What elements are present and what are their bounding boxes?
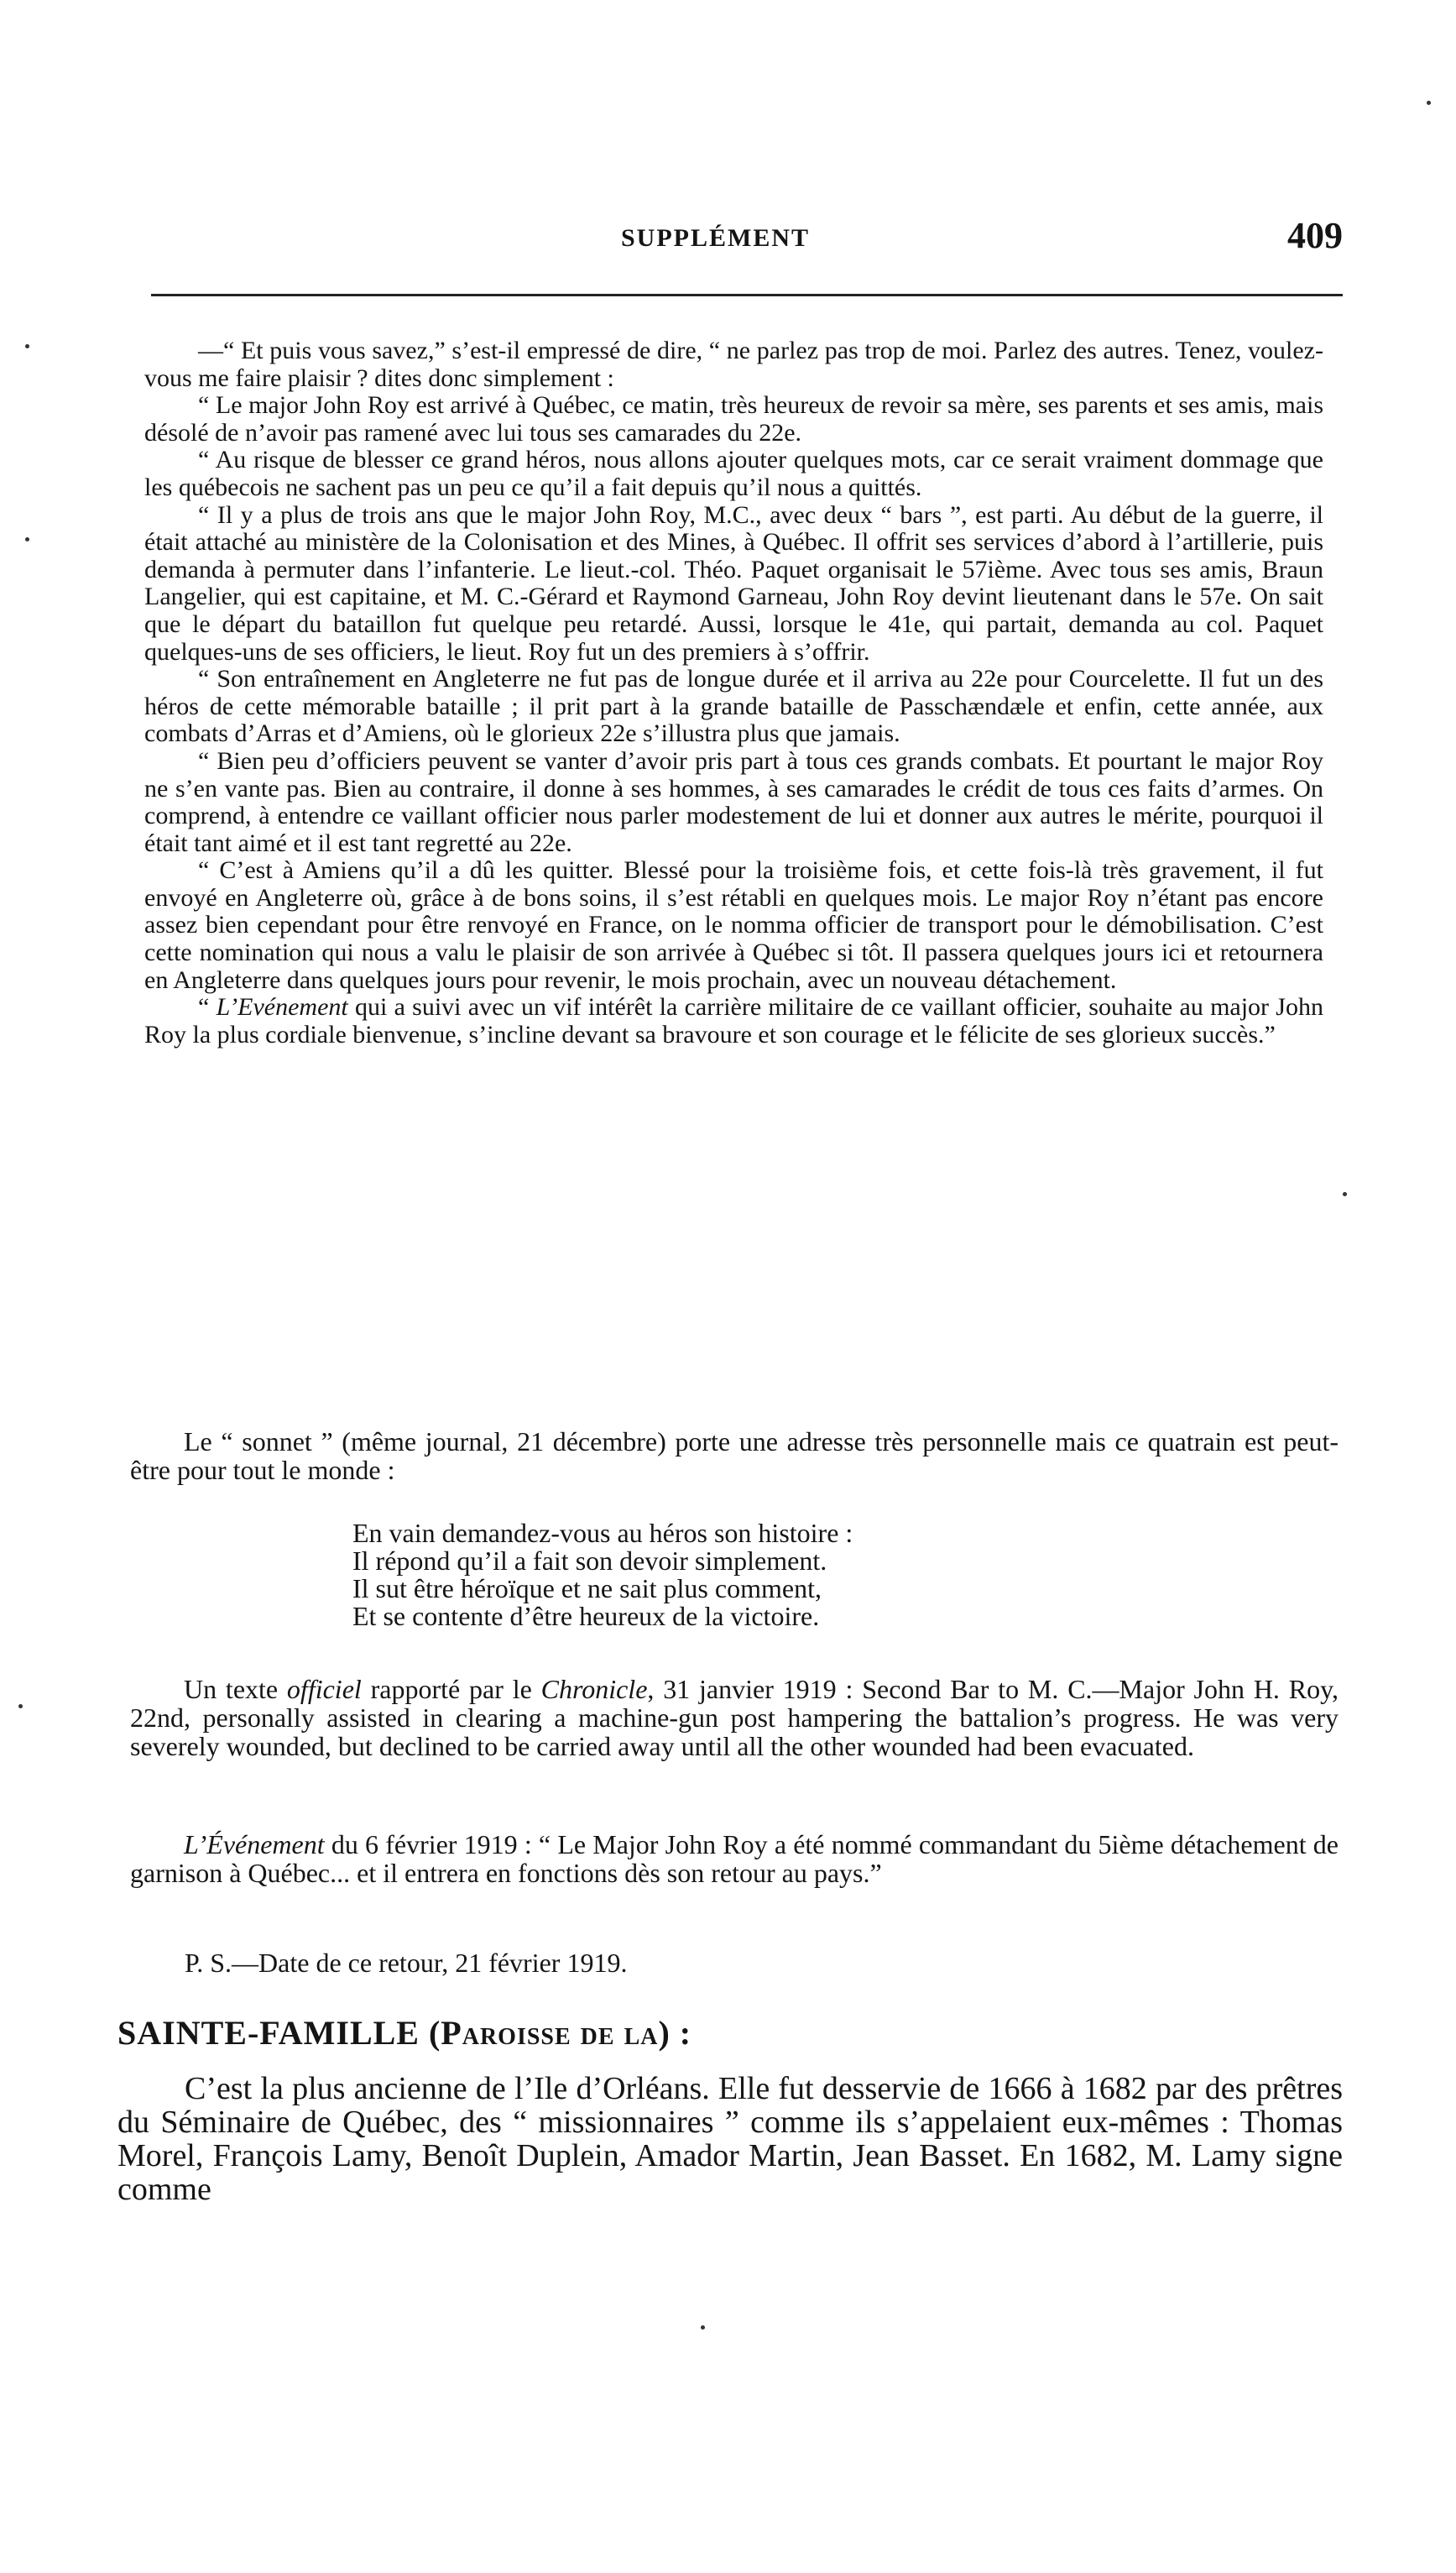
poem-line: En vain demandez-vous au héros son histoire : <box>352 1518 853 1548</box>
page-header <box>151 214 1343 273</box>
poem-line: Il sut être héroïque et ne sait plus comment, <box>352 1573 822 1603</box>
paragraph: C’est la plus ancienne de l’Ile d’Orléans. Elle fut desservie de 1666 à 1682 par des prêtres du Séminaire de Québec, des “ missionnaires ” comme ils s’appelaient eux-mêmes : Thomas Morel, François Lamy, Benoît Duplein, Amador Martin, Jean Basset. En 1682, M. Lamy signe comme <box>117 2071 1343 2207</box>
speck-mark <box>701 2325 705 2330</box>
evenement-feb-block <box>130 1830 1339 1887</box>
paragraph: “ Le major John Roy est arrivé à Québec, ce matin, très heureux de revoir sa mère, ses parents et ses amis, mais désolé de n’avoir pas ramené avec lui tous ses camarades du 22e. <box>144 391 1323 447</box>
paragraph: “ Son entraînement en Angleterre ne fut pas de longue durée et il arriva au 22e pour Courcelette. Il fut un des héros de cette mémorable bataille ; il prit part à la grande bataille de Passchændæle et enfin, cette année, aux combats d’Arras et d’Amiens, où le glorieux 22e s’illustra plus que jamais. <box>144 665 1323 748</box>
italic-word: officiel <box>286 1674 362 1704</box>
sonnet-intro-block <box>130 1427 1339 1484</box>
poem-line: Il répond qu’il a fait son devoir simplement. <box>352 1545 827 1576</box>
page-number: 409 <box>1287 215 1343 256</box>
paragraph: —“ Et puis vous savez,” s’est-il empressé de dire, “ ne parlez pas trop de moi. Parlez des autres. Tenez, voulez-vous me faire plaisir ? dites donc simplement : <box>144 337 1323 392</box>
paragraph-rest: qui a suivi avec un vif intérêt la carrière militaire de ce vaillant officier, souhaite au major John Roy la plus cordiale bienvenue, s’incline devant sa bravoure et son courage et le félicite de ses glorieux succès.” <box>144 993 1323 1049</box>
section-subtitle: (Paroisse de la) : <box>428 2014 692 2052</box>
paragraph: “ Il y a plus de trois ans que le major John Roy, M.C., avec deux “ bars ”, est parti. Au début de la guerre, il était attaché au ministère de la Colonisation et des Mines, à Québec. Il offrit ses services d’abord à l’artillerie, puis demanda à permuter dans l’infanterie. Le lieut.-col. Théo. Paquet organisait le 57ième. Avec tous ses amis, Braun Langelier, qui est capitaine, et M. C.-Gérard et Raymond Garneau, John Roy devint lieutenant dans le 57e. On sait que le départ du bataillon fut quelque peu retardé. Aussi, lorsque le 41e, qui partait, demanda au col. Paquet quelques-uns de ses officiers, le lieut. Roy fut un des premiers à s’offrir. <box>144 500 1323 666</box>
text-run: Un texte <box>184 1674 287 1704</box>
newspaper-name: Chronicle <box>540 1674 648 1704</box>
quote-open: “ <box>198 993 217 1022</box>
speck-mark <box>1343 1192 1347 1196</box>
speck-mark <box>18 1704 23 1708</box>
text-run: rapporté par le <box>361 1674 541 1704</box>
text-run: , 31 janvier 1919 : Second Bar to M. C.—Major John H. Roy, 22nd, personally assisted in clearing a machine-gun post hampering the battalion’s progress. He was very severely wounded, but declined to be carried away until all the other wounded had been evacuated. <box>130 1674 1339 1761</box>
paragraph: “ Bien peu d’officiers peuvent se vanter d’avoir pris part à tous ces grands combats. Et pourtant le major Roy ne s’en vante pas. Bien au contraire, il donne à ses hommes, à ses camarades le crédit de tous ces faits d’armes. On comprend, à entendre ce vaillant officier nous parler modestement de lui et donner aux autres le mérite, pourquoi il était tant aimé et il est tant regretté au 22e. <box>144 746 1323 857</box>
quoted-article <box>144 337 1323 1049</box>
header-rule <box>151 294 1343 296</box>
speck-mark <box>25 537 29 541</box>
speck-mark <box>1427 101 1431 105</box>
newspaper-name: L’Evénement <box>216 993 348 1022</box>
section-title: SAINTE-FAMILLE <box>117 2014 420 2052</box>
sainte-famille-text <box>117 2072 1343 2206</box>
sonnet-intro: Le “ sonnet ” (même journal, 21 décembre) porte une adresse très personnelle mais ce quatrain est peut-être pour tout le monde : <box>130 1426 1339 1485</box>
quatrain <box>352 1519 853 1630</box>
section-heading <box>117 2013 691 2053</box>
evenement-feb-paragraph <box>130 1830 1339 1887</box>
paragraph-evenement <box>144 994 1323 1049</box>
poem-line: Et se contente d’être heureux de la victoire. <box>352 1601 820 1631</box>
paragraph: “ Au risque de blesser ce grand héros, nous allons ajouter quelques mots, car ce serait vraiment dommage que les québecois ne sachent pas un peu ce qu’il a fait depuis qu’il nous a quittés. <box>144 446 1323 501</box>
text-run: du 6 février 1919 : “ Le Major John Roy a été nommé commandant du 5ième détachement de garnison à Québec... et il entrera en fonctions dès son retour au pays.” <box>130 1829 1339 1888</box>
paragraph: “ C’est à Amiens qu’il a dû les quitter. Blessé pour la troisième fois, et cette fois-là très gravement, il fut envoyé en Angleterre où, grâce à de bons soins, il s’est rétabli en quelques mois. Le major Roy n’étant pas encore assez bien cependant pour être renvoyé en France, on le nomma officier de transport pour le démobilisation. C’est cette nomination qui nous a valu le plaisir de son arrivée à Québec si tôt. Il passera quelques jours ici et retournera en Angleterre dans quelques jours pour revenir, le mois prochain, avec un nouveau détachement. <box>144 856 1323 994</box>
official-paragraph <box>130 1675 1339 1760</box>
postscript: P. S.—Date de ce retour, 21 février 1919. <box>185 1948 628 1978</box>
official-text-block <box>130 1675 1339 1760</box>
running-title: SUPPLÉMENT <box>621 224 811 252</box>
speck-mark <box>25 344 29 348</box>
newspaper-name: L’Événement <box>184 1829 325 1859</box>
